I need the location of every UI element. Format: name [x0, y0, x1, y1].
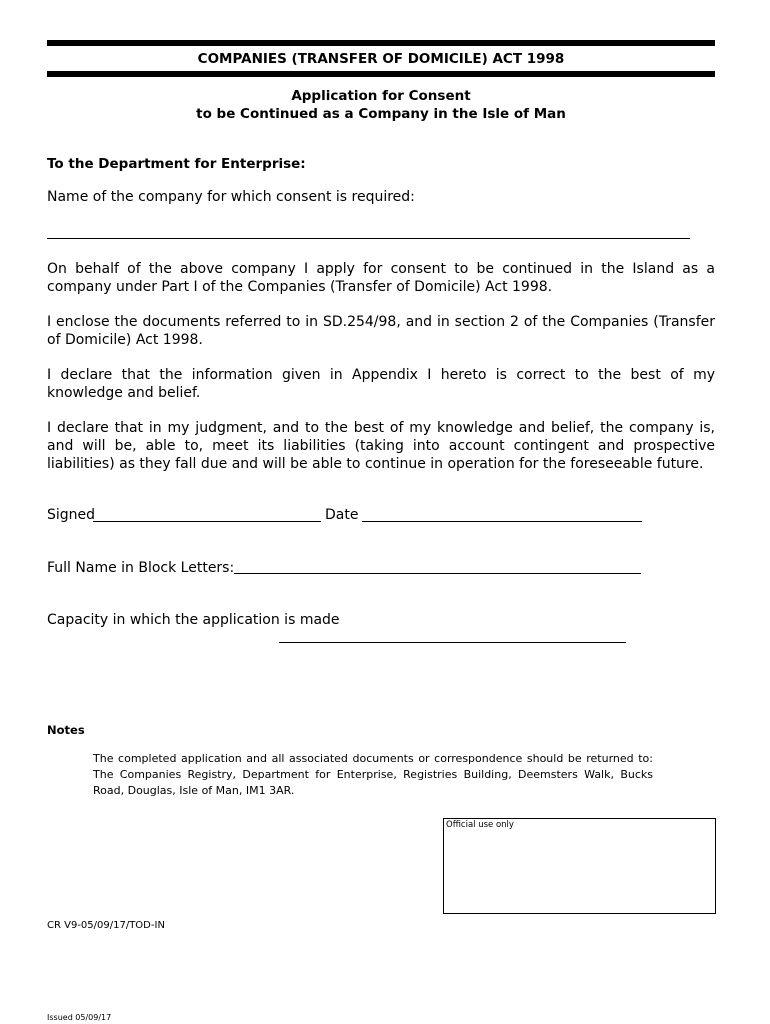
- full-name-field[interactable]: [234, 573, 641, 574]
- company-name-label: Name of the company for which consent is required:: [47, 189, 415, 205]
- capacity-label: Capacity in which the application is made: [47, 612, 340, 628]
- signature-field[interactable]: [93, 521, 321, 522]
- application-title-line2: to be Continued as a Company in the Isle of Man: [196, 106, 566, 122]
- consent-paragraph: On behalf of the above company I apply for consent to be continued in the Island as a company under Part I of the Companies (Transfer of Domicile) Act 1998.: [47, 261, 715, 295]
- full-name-label: Full Name in Block Letters:: [47, 560, 235, 576]
- date-field[interactable]: [362, 521, 642, 522]
- application-title-line1: Application for Consent: [291, 88, 471, 104]
- information-declaration: I declare that the information given in Appendix I hereto is correct to the best of my knowledge and belief.: [47, 367, 715, 401]
- act-title: COMPANIES (TRANSFER OF DOMICILE) ACT 1998: [197, 51, 565, 67]
- issued-date: Issued 05/09/17: [47, 1013, 112, 1022]
- official-use-label: Official use only: [446, 820, 514, 830]
- addressee: To the Department for Enterprise:: [47, 156, 306, 172]
- notes-text: The completed application and all associated documents or correspondence should be returned to: The Companies Registry, Department for Enterprise, Registries Building, Deemsters Walk, Bucks Road, Douglas, Isle of Man, IM1 3AR.: [93, 752, 653, 797]
- header-rule: [47, 71, 715, 77]
- solvency-declaration: I declare that in my judgment, and to the best of my knowledge and belief, the company is, and will be, able to, meet its liabilities (taking into account contingent and prospective liabilities) as they fall due and will be able to continue in operation for the foreseeable future.: [47, 420, 715, 472]
- official-use-box: [443, 818, 716, 914]
- date-label: Date: [325, 507, 359, 523]
- enclosure-paragraph: I enclose the documents referred to in SD.254/98, and in section 2 of the Companies (Transfer of Domicile) Act 1998.: [47, 314, 715, 348]
- top-rule: [47, 40, 715, 46]
- form-reference: CR V9-05/09/17/TOD-IN: [47, 920, 165, 931]
- capacity-field[interactable]: [279, 642, 626, 643]
- company-name-field[interactable]: [47, 238, 690, 239]
- notes-title: Notes: [47, 723, 85, 737]
- signed-label: Signed: [47, 507, 96, 523]
